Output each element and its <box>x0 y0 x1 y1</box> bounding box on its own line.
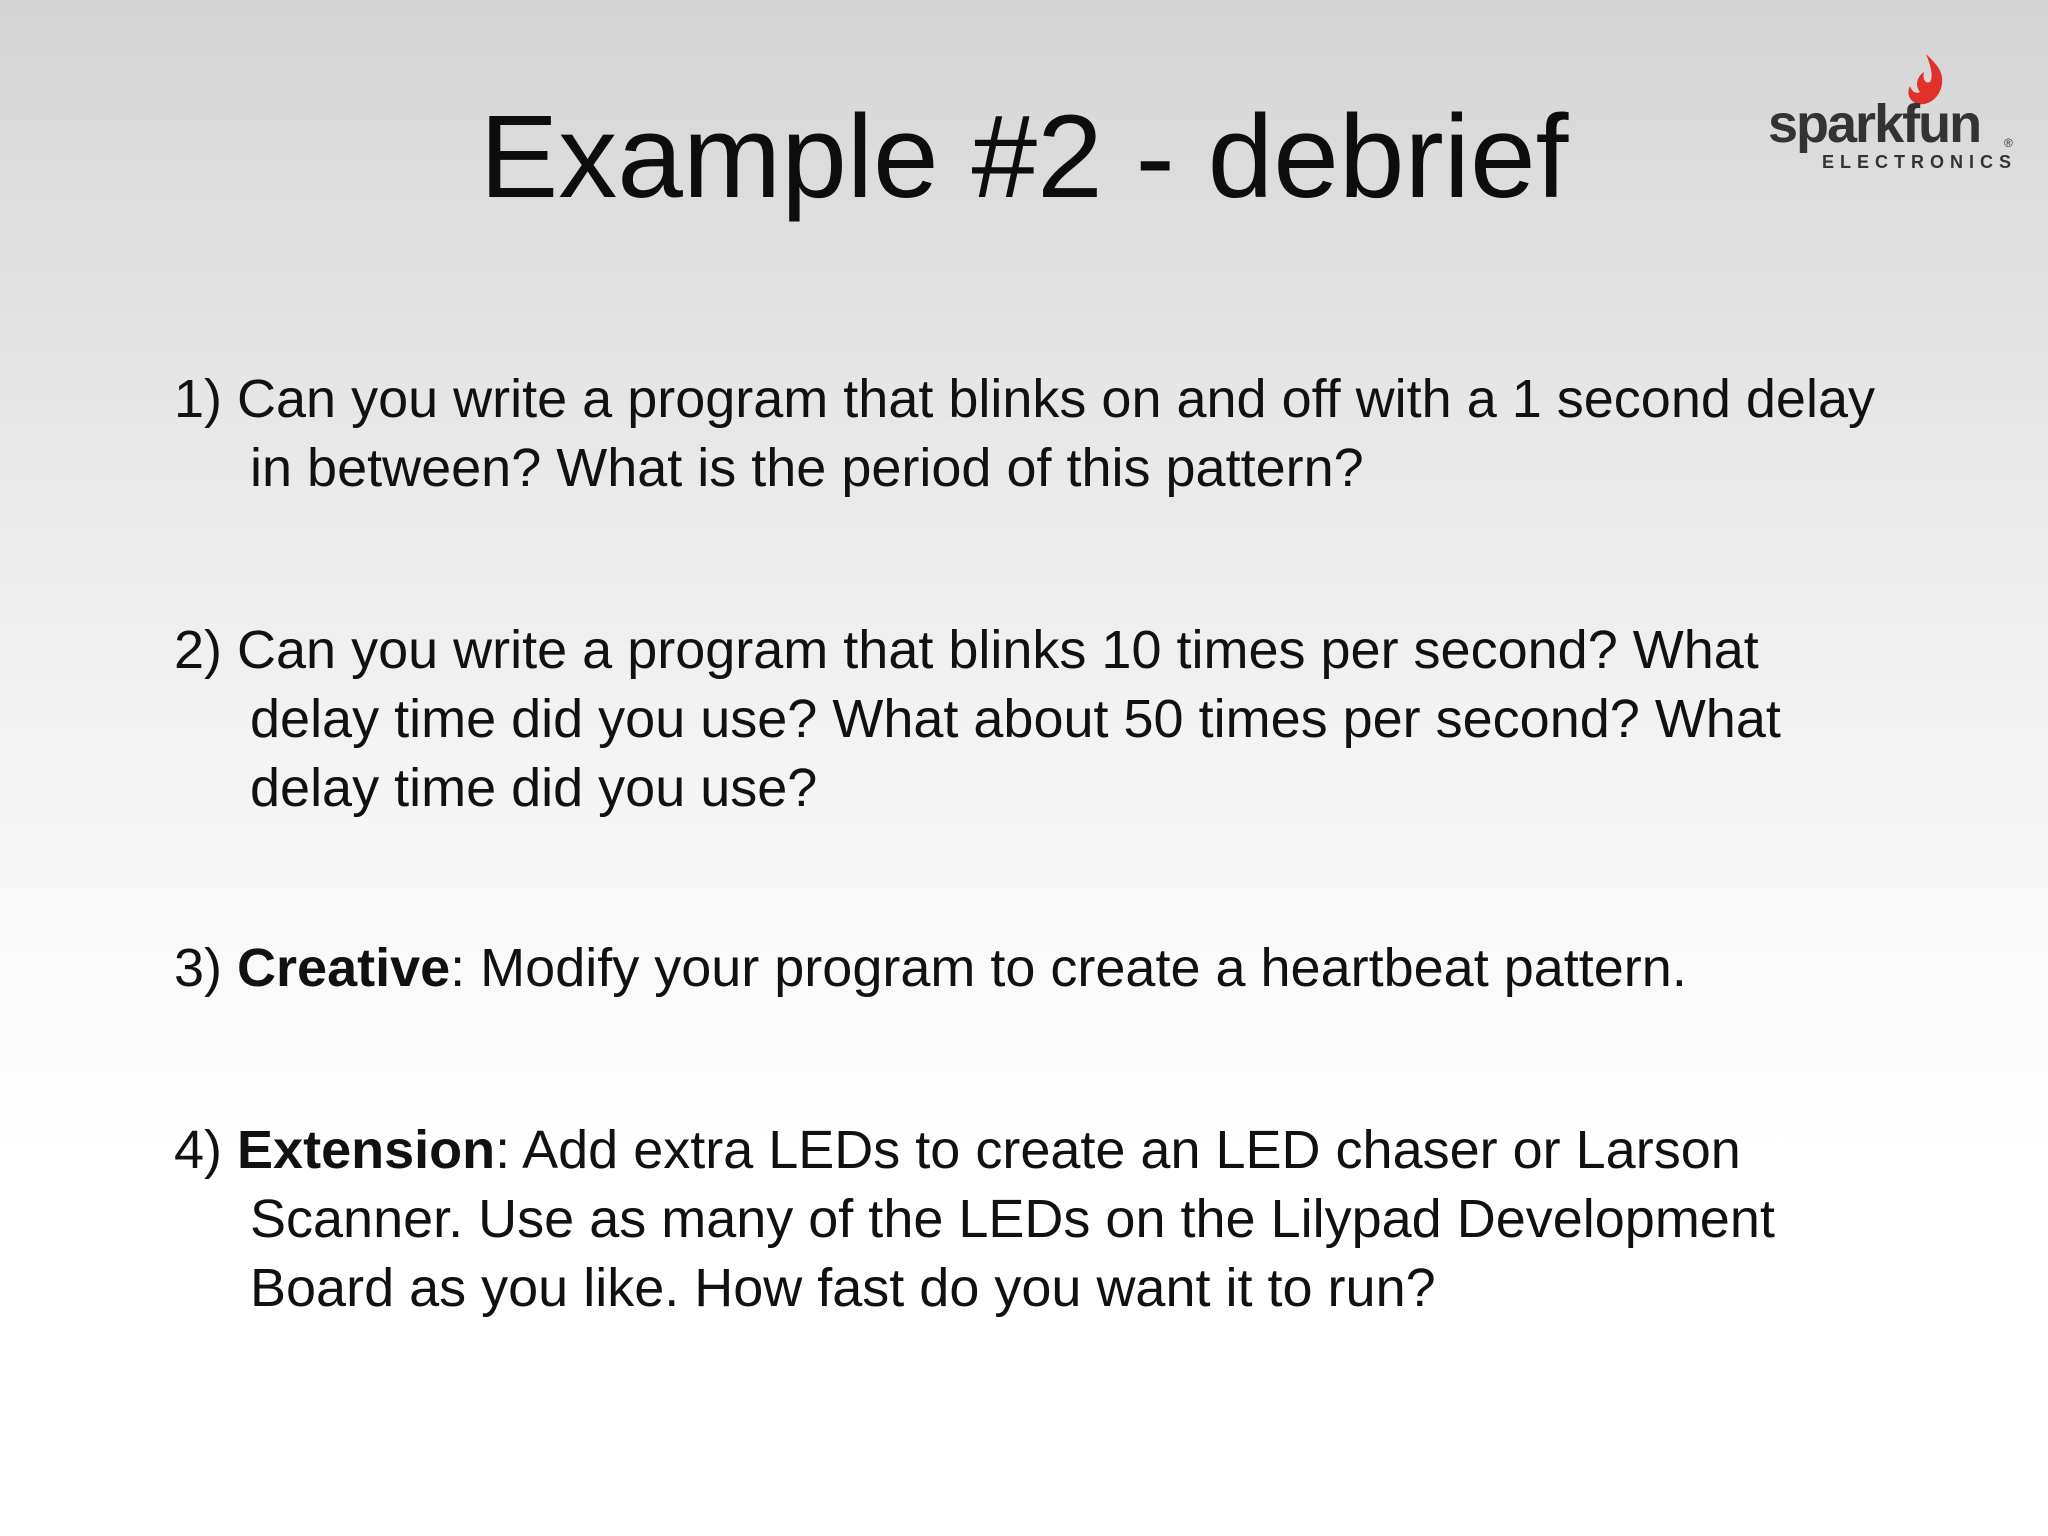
slide-title: Example #2 - debrief <box>479 91 1569 223</box>
item-bold-label: Extension <box>237 1120 496 1180</box>
logo-subtitle: ELECTRONICS <box>1822 152 2018 172</box>
item-number: 2) <box>174 620 223 680</box>
item-text: Can you write a program that blinks 10 times per second? What delay time did you use? What about 50 times per second? What delay time did you use? <box>237 620 1781 818</box>
question-item <box>174 616 1894 823</box>
logo-wordmark: sparkfun <box>1768 94 1981 154</box>
question-item <box>174 934 1894 1003</box>
item-text: : Modify your program to create a heartbeat pattern. <box>450 938 1687 998</box>
logo-registered-mark: ® <box>2004 136 2013 150</box>
item-text: : Add extra LEDs to create an LED chaser or Larson Scanner. Use as many of the LEDs on the Lilypad Development Board as you like. How fast do you want it to run? <box>250 1120 1775 1318</box>
item-text: Can you write a program that blinks on and off with a 1 second delay in between? What is the period of this pattern? <box>237 369 1875 498</box>
question-item <box>174 365 1894 503</box>
item-bold-label: Creative <box>237 938 451 998</box>
item-number: 3) <box>174 938 223 998</box>
question-item <box>174 1116 1894 1323</box>
sparkfun-logo <box>1768 52 2028 172</box>
item-number: 1) <box>174 369 223 429</box>
item-number: 4) <box>174 1120 223 1180</box>
